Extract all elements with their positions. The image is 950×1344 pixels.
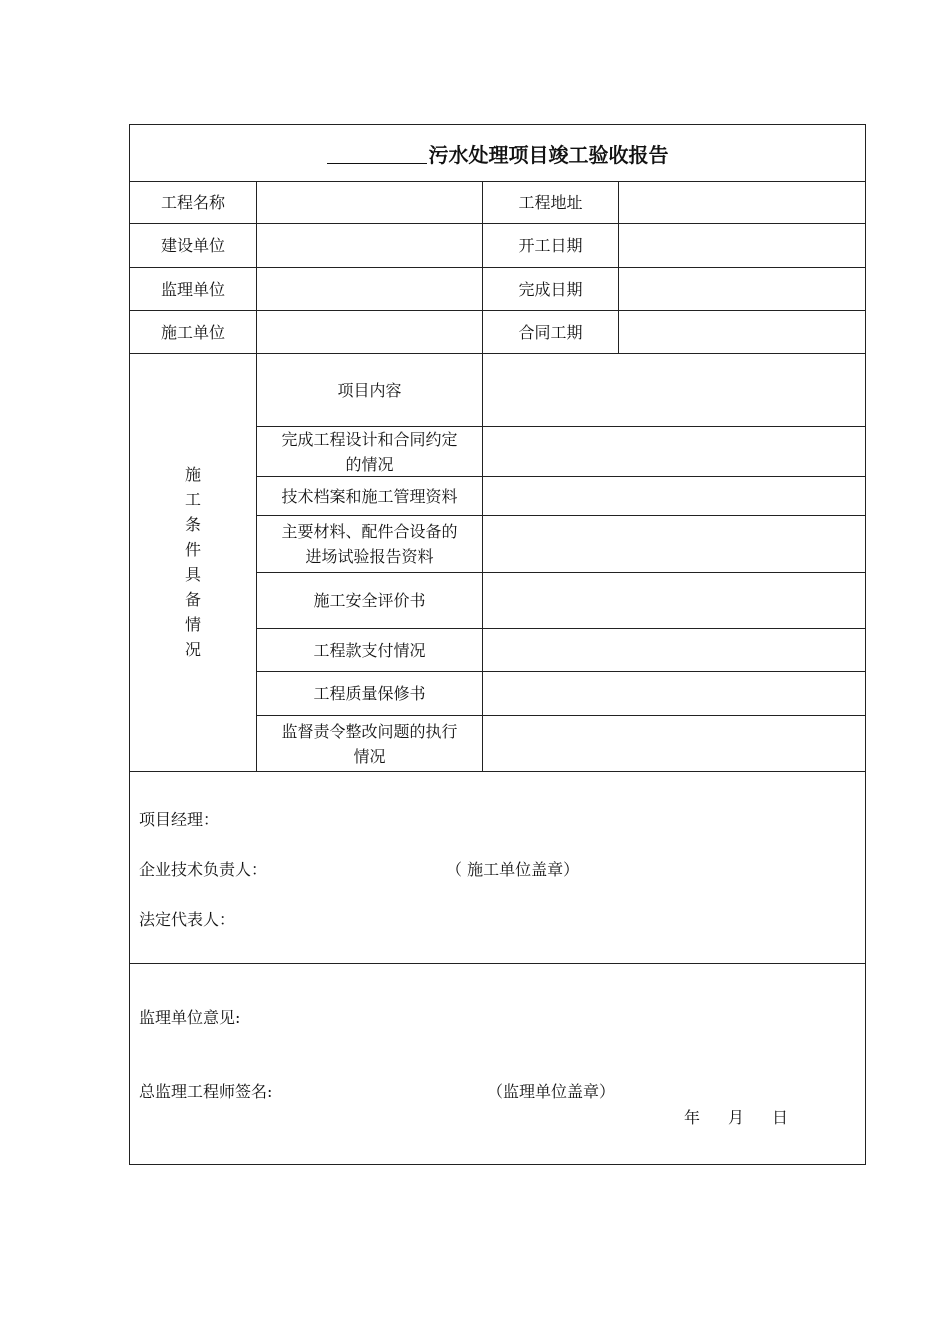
condition-item-label	[257, 427, 482, 476]
divider	[130, 771, 865, 772]
year-label: 年	[684, 1108, 701, 1127]
month-label: 月	[728, 1108, 745, 1127]
condition-item-value[interactable]	[483, 672, 865, 715]
project-address-field[interactable]	[619, 182, 865, 223]
title-text: 污水处理项目竣工验收报告	[428, 142, 669, 167]
project-manager-label: 项目经理：	[139, 810, 220, 829]
supervisor-unit-field[interactable]	[257, 268, 482, 310]
side-label-char: 具	[184, 565, 201, 584]
condition-item-value[interactable]	[483, 716, 865, 771]
tech-lead-label: 企业技术负责人：	[139, 860, 268, 879]
finish-date-label: 完成日期	[518, 279, 583, 299]
condition-item-line: 进场试验报告资料	[305, 547, 434, 566]
contract-period-label: 合同工期	[518, 322, 583, 342]
condition-item-value[interactable]	[483, 427, 865, 476]
side-label-char: 工	[184, 490, 201, 509]
acceptance-report-form	[129, 124, 866, 1165]
divider	[130, 963, 865, 964]
condition-item-value[interactable]	[483, 516, 865, 572]
condition-item-label: 技术档案和施工管理资料	[281, 486, 458, 506]
condition-item-line: 完成工程设计和合同约定	[281, 429, 458, 449]
supervision-stamp-label: （监理单位盖章）	[487, 1082, 616, 1101]
builder-unit-label: 建设单位	[160, 236, 225, 255]
condition-item-value[interactable]	[483, 477, 865, 515]
condition-item-label	[257, 716, 482, 771]
supervision-opinion-label: 监理单位意见:	[139, 1008, 241, 1027]
builder-unit-field[interactable]	[257, 224, 482, 267]
side-label-char: 况	[184, 640, 201, 659]
day-label: 日	[772, 1108, 789, 1127]
condition-item-value[interactable]	[483, 573, 865, 628]
condition-item-line: 的情况	[345, 454, 394, 474]
title-blank-field[interactable]	[327, 143, 427, 164]
legal-rep-label: 法定代表人：	[139, 910, 236, 929]
side-label-char: 件	[184, 540, 201, 559]
finish-date-field[interactable]	[619, 268, 865, 310]
form-title	[130, 125, 865, 181]
construction-unit-label: 施工单位	[160, 322, 225, 342]
chief-signature-label: 总监理工程师签名:	[139, 1082, 273, 1101]
project-name-label: 工程名称	[160, 193, 225, 212]
side-label-char: 情	[184, 615, 201, 634]
conditions-side-label	[130, 353, 256, 771]
condition-item-label: 工程质量保修书	[313, 684, 426, 703]
condition-item-line: 主要材料、配件合设备的	[281, 522, 458, 541]
construction-stamp-label: （ 施工单位盖章）	[446, 860, 580, 879]
condition-item-label: 施工安全评价书	[313, 591, 426, 610]
side-label-char: 备	[184, 590, 201, 609]
conditions-header: 项目内容	[337, 380, 402, 400]
side-label-char: 条	[184, 515, 201, 534]
condition-item-line: 情况	[353, 746, 386, 766]
side-label-char: 施	[184, 465, 201, 484]
start-date-field[interactable]	[619, 224, 865, 267]
condition-item-label	[257, 516, 482, 572]
project-address-label: 工程地址	[518, 193, 583, 212]
start-date-label: 开工日期	[518, 236, 583, 255]
project-name-field[interactable]	[257, 182, 482, 223]
supervisor-unit-label: 监理单位	[160, 279, 225, 299]
condition-item-label: 工程款支付情况	[313, 640, 426, 660]
construction-unit-field[interactable]	[257, 311, 482, 353]
condition-item-line: 监督责令整改问题的执行	[281, 721, 458, 741]
contract-period-field[interactable]	[619, 311, 865, 353]
condition-item-value[interactable]	[483, 629, 865, 671]
conditions-header-value[interactable]	[483, 354, 865, 426]
